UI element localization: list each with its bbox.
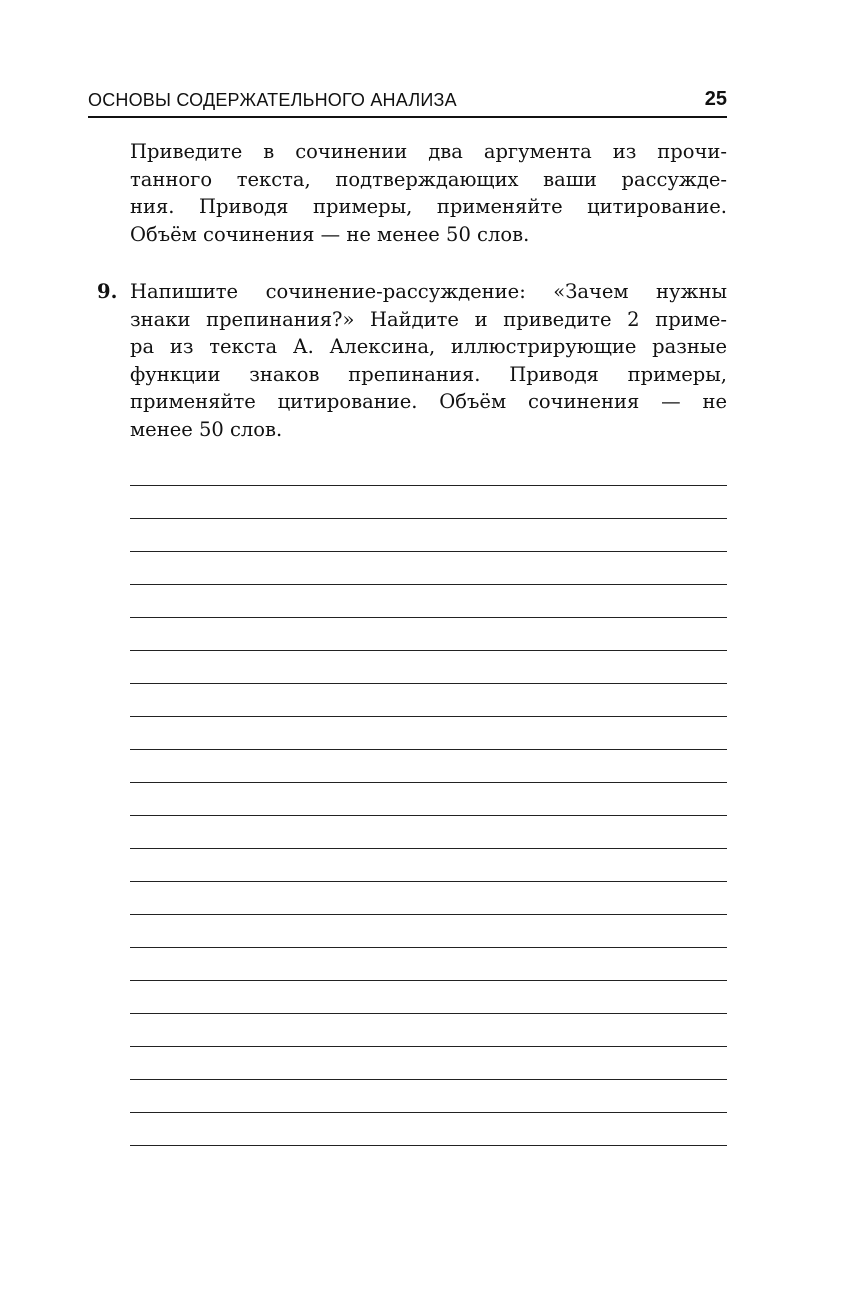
answer-line[interactable] (130, 914, 727, 915)
answer-line[interactable] (130, 1013, 727, 1014)
answer-line[interactable] (130, 716, 727, 717)
page-number: 25 (704, 88, 727, 110)
answer-line[interactable] (130, 1046, 727, 1047)
page-header (88, 88, 727, 118)
answer-line[interactable] (130, 782, 727, 783)
task-line: функции знаков препинания. Приводя примеры, (130, 362, 727, 386)
answer-line[interactable] (130, 683, 727, 684)
answer-line[interactable] (130, 1079, 727, 1080)
header-title: ОСНОВЫ СОДЕРЖАТЕЛЬНОГО АНАЛИЗА (88, 90, 457, 110)
task-line: менее 50 слов. (130, 417, 283, 441)
answer-line[interactable] (130, 584, 727, 585)
answer-line[interactable] (130, 881, 727, 882)
answer-line[interactable] (130, 980, 727, 981)
answer-line[interactable] (130, 815, 727, 816)
answer-line[interactable] (130, 485, 727, 486)
answer-line[interactable] (130, 947, 727, 948)
answer-lines-area[interactable] (130, 485, 727, 1178)
answer-line[interactable] (130, 650, 727, 651)
intro-line: танного текста, подтверждающих ваши рассужде- (130, 167, 727, 191)
answer-line[interactable] (130, 617, 727, 618)
answer-line[interactable] (130, 518, 727, 519)
answer-line[interactable] (130, 1112, 727, 1113)
task-line: знаки препинания?» Найдите и приведите 2 приме- (130, 307, 727, 331)
task-line: применяйте цитирование. Объём сочинения — не (130, 390, 727, 413)
answer-line[interactable] (130, 848, 727, 849)
task-number: 9. (97, 280, 118, 303)
task-paragraph (130, 278, 727, 443)
intro-paragraph (130, 138, 727, 248)
task-line: Напишите сочинение-рассуждение: «Зачем нужны (130, 280, 727, 303)
answer-line[interactable] (130, 551, 727, 552)
intro-line: ния. Приводя примеры, применяйте цитирование. (130, 195, 727, 218)
answer-line[interactable] (130, 1145, 727, 1146)
answer-line[interactable] (130, 749, 727, 750)
task-line: ра из текста А. Алексина, иллюстрирующие разные (130, 335, 727, 358)
intro-line: Приведите в сочинении два аргумента из прочи- (130, 140, 727, 163)
intro-line: Объём сочинения — не менее 50 слов. (130, 222, 530, 246)
